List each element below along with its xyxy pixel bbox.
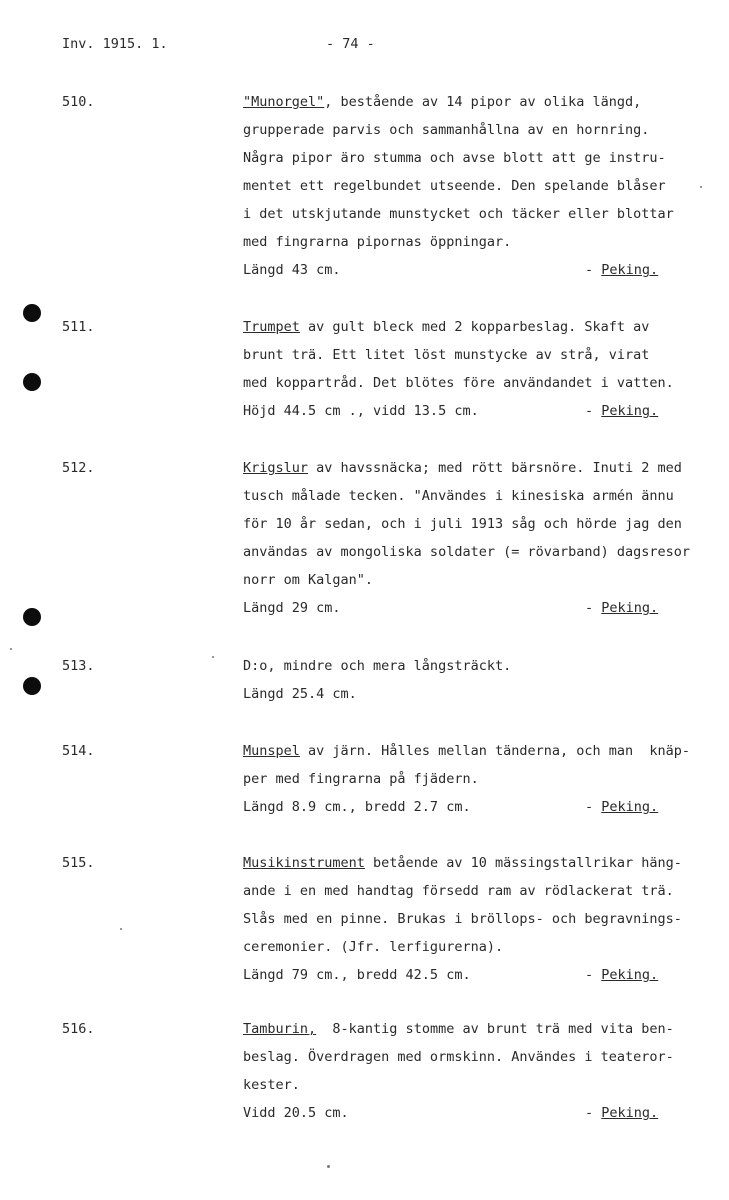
description-line: Några pipor äro stumma och avse blott att ge instru- bbox=[243, 150, 666, 166]
description-line: , bestående av 14 pipor av olika längd, bbox=[324, 94, 642, 110]
description-line: brunt trä. Ett litet löst munstycke av strå, virat bbox=[243, 347, 650, 363]
description-line: av järn. Hålles mellan tänderna, och man knäp- bbox=[299, 743, 691, 759]
description-line: betående av 10 mässingstallrikar häng- bbox=[364, 855, 682, 871]
entry-number: 516. bbox=[62, 1021, 95, 1037]
entry-body bbox=[243, 652, 708, 708]
measurements: Längd 29 cm. bbox=[243, 600, 341, 616]
entry-number: 515. bbox=[62, 855, 95, 871]
measurements: Längd 43 cm. bbox=[243, 262, 341, 278]
origin-place: Peking. bbox=[601, 600, 659, 616]
entry-title: "Munorgel" bbox=[243, 94, 325, 110]
description-line: 8-kantig stomme av brunt trä med vita ben- bbox=[316, 1021, 674, 1037]
origin-place: Peking. bbox=[601, 1105, 659, 1121]
entry-number: 514. bbox=[62, 743, 95, 759]
entry-body: Trumpet av gult bleck med 2 kopparbeslag. Skaft av brunt trä. Ett litet löst munstycke av strå, virat med koppartråd. Det blötes före användandet i vatten. Höjd 44.5 cm ., vidd 13.5 cm. - Peking. bbox=[243, 313, 708, 425]
entry-body: Musikinstrument betående av 10 mässingstallrikar häng- ande i en med handtag försedd ram av rödlackerat trä. Slås med en pinne. Brukas i bröllops- och begravnings- ceremonier. (Jfr. lerfigurerna). Längd 79 cm., bredd 42.5 cm. - Peking. bbox=[243, 849, 708, 989]
description-line: användas av mongoliska soldater (= rövarband) dagsresor bbox=[243, 544, 691, 560]
origin-place: Peking. bbox=[601, 799, 659, 815]
entry-body: Munspel av järn. Hålles mellan tänderna, och man knäp- per med fingrarna på fjädern. Längd 8.9 cm., bredd 2.7 cm. - Peking. bbox=[243, 737, 708, 821]
description-line: med koppartråd. Det blötes före användandet i vatten. bbox=[243, 375, 674, 391]
description-line: tusch målade tecken. "Användes i kinesiska armén ännu bbox=[243, 488, 674, 504]
measurements: Längd 79 cm., bredd 42.5 cm. bbox=[243, 967, 471, 983]
description-line: ceremonier. (Jfr. lerfigurerna). bbox=[243, 939, 504, 955]
entry-title: Tamburin, bbox=[243, 1021, 317, 1037]
entry-title: Trumpet bbox=[243, 319, 300, 335]
measurements: Längd 25.4 cm. bbox=[243, 686, 357, 702]
origin-place: Peking. bbox=[601, 967, 659, 983]
entry-title: Munspel bbox=[243, 743, 300, 759]
description-line: mentet ett regelbundet utseende. Den spelande blåser bbox=[243, 178, 666, 194]
entry-number: 512. bbox=[62, 460, 95, 476]
description-line: med fingrarna pipornas öppningar. bbox=[243, 234, 512, 250]
entry-number: 513. bbox=[62, 658, 95, 674]
page-number: - 74 - bbox=[326, 36, 375, 52]
description-line: ande i en med handtag försedd ram av rödlackerat trä. bbox=[243, 883, 674, 899]
punch-hole bbox=[23, 373, 41, 391]
entry-body: Tamburin, 8-kantig stomme av brunt trä med vita ben- beslag. Överdragen med ormskinn. Användes i teateror- kester. Vidd 20.5 cm. - Peking. bbox=[243, 1015, 708, 1127]
description-line: för 10 år sedan, och i juli 1913 såg och hörde jag den bbox=[243, 516, 682, 532]
description-line: av gult bleck med 2 kopparbeslag. Skaft av bbox=[299, 319, 650, 335]
measurements: Längd 8.9 cm., bredd 2.7 cm. bbox=[243, 799, 471, 815]
entry-body: "Munorgel", bestående av 14 pipor av olika längd, grupperade parvis och sammanhållna av en hornring. Några pipor äro stumma och avse blott att ge instru- mentet ett regelbundet utseende. Den spelande blåser i det utskjutande munstycket och täcker eller blottar med fingrarna pipornas öppningar. Längd 43 cm. - Peking. bbox=[243, 88, 708, 284]
description-line: Slås med en pinne. Brukas i bröllops- och begravnings- bbox=[243, 911, 682, 927]
description-line: av havssnäcka; med rött bärsnöre. Inuti 2 med bbox=[308, 460, 682, 476]
description-line: i det utskjutande munstycket och täcker eller blottar bbox=[243, 206, 674, 222]
punch-hole bbox=[23, 608, 41, 626]
entry-number: 511. bbox=[62, 319, 95, 335]
description-line: grupperade parvis och sammanhållna av en hornring. bbox=[243, 122, 650, 138]
description-line: norr om Kalgan". bbox=[243, 572, 374, 588]
description-line: beslag. Överdragen med ormskinn. Användes i teateror- bbox=[243, 1049, 674, 1065]
punch-hole bbox=[23, 304, 41, 322]
measurements: Höjd 44.5 cm ., vidd 13.5 cm. bbox=[243, 403, 479, 419]
entry-number: 510. bbox=[62, 94, 95, 110]
description-line: D:o, mindre och mera långsträckt. bbox=[243, 658, 512, 674]
measurements: Vidd 20.5 cm. bbox=[243, 1105, 349, 1121]
origin-place: Peking. bbox=[601, 262, 659, 278]
description-line: per med fingrarna på fjädern. bbox=[243, 771, 479, 787]
punch-hole bbox=[23, 677, 41, 695]
inventory-reference: Inv. 1915. 1. bbox=[62, 36, 168, 52]
entry-title: Musikinstrument bbox=[243, 855, 365, 871]
origin-place: Peking. bbox=[601, 403, 659, 419]
entry-title: Krigslur bbox=[243, 460, 309, 476]
description-line: kester. bbox=[243, 1077, 300, 1093]
entry-body: Krigslur av havssnäcka; med rött bärsnöre. Inuti 2 med tusch målade tecken. "Användes i kinesiska armén ännu för 10 år sedan, och i juli 1913 såg och hörde jag den användas av mongoliska soldater (= rövarband) dagsresor norr om Kalgan". Längd 29 cm. - Peking. bbox=[243, 454, 708, 622]
